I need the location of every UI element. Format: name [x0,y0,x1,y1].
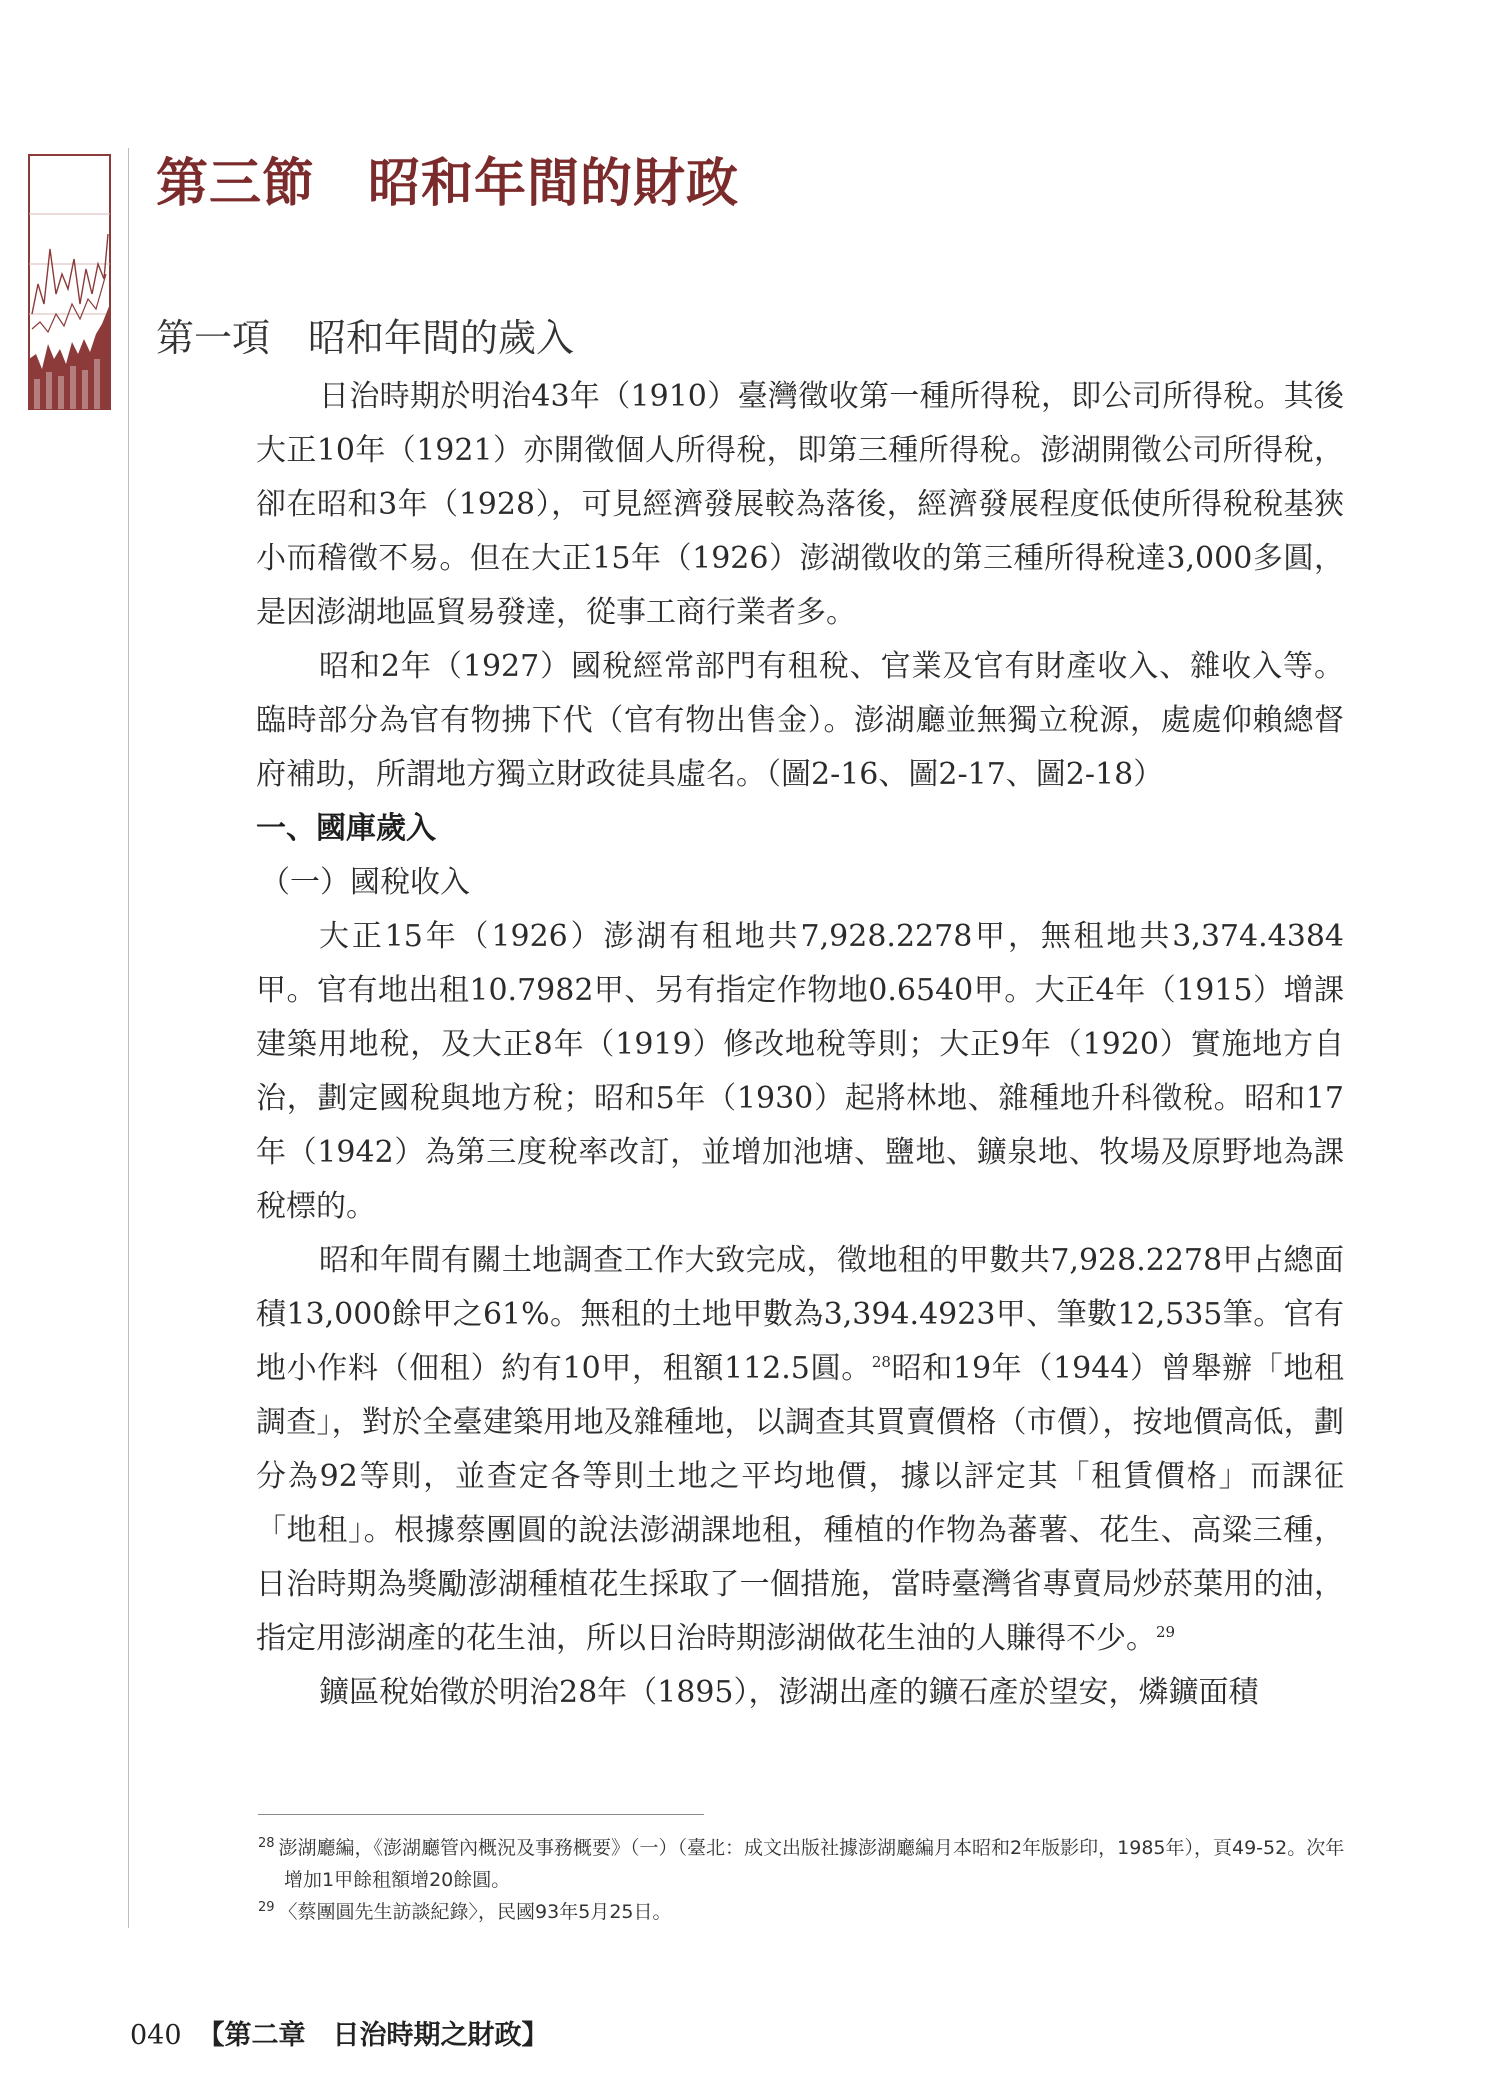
footnote-ref-28: 28 [871,1353,891,1371]
body-text [256,370,1344,1720]
item-title: 第一項 昭和年間的歲入 [156,316,575,360]
paragraph-1: 日治時期於明治43年（1910）臺灣徵收第一種所得稅，即公司所得稅。其後大正10年（1921）亦開徵個人所得稅，即第三種所得稅。澎湖開徵公司所得稅，卻在昭和3年（1928），可見經濟發展較為落後，經濟發展程度低使所得稅稅基狹小而稽徵不易。但在大正15年（1926）澎湖徵收的第三種所得稅達3,000多圓，是因澎湖地區貿易發達，從事工商行業者多。 [256,379,1344,630]
footnote-rule [258,1814,704,1815]
footnote-text: 澎湖廳編，《澎湖廳管內概況及事務概要》（一）（臺北：成文出版社據澎湖廳編月本昭和2年版影印，1985年），頁49-52。次年增加1甲餘租額增20餘圓。 [278,1837,1345,1891]
paragraph-3: 大正15年（1926）澎湖有租地共7,928.2278甲，無租地共3,374.4384甲。官有地出租10.7982甲、另有指定作物地0.6540甲。大正4年（1915）增課建築用地稅，及大正8年（1919）修改地稅等則；大正9年（1920）實施地方自治，劃定國稅與地方稅；昭和5年（1930）起將林地、雜種地升科徵稅。昭和17年（1942）為第三度稅率改訂，並增加池塘、鹽地、鑛泉地、牧場及原野地為課稅標的。 [256,919,1344,1224]
footnote-29 [258,1896,1346,1928]
page-footer [130,2016,549,2056]
footnote-ref-29: 29 [1156,1623,1176,1641]
footnotes [258,1832,1346,1928]
footnote-28 [258,1832,1346,1896]
footnote-number: 28 [258,1835,275,1851]
footnote-text: 〈蔡團圓先生訪談紀錄〉，民國93年5月25日。 [278,1901,672,1923]
section-title: 第三節 昭和年間的財政 [156,153,740,214]
heading-national-treasury-revenue: 一、國庫歲入 [256,811,436,846]
margin-rule [128,148,129,1928]
paragraph-5: 鑛區稅始徵於明治28年（1895），澎湖出產的鑛石產於望安，燐鑛面積 [319,1675,1259,1710]
paragraph-2: 昭和2年（1927）國稅經常部門有租稅、官業及官有財產收入、雜收入等。臨時部分為官有物拂下代（官有物出售金）。澎湖廳並無獨立稅源，處處仰賴總督府補助，所謂地方獨立財政徒具虛名。（圖2-16、圖2-17、圖2-18） [256,649,1344,792]
running-chapter-title: 【第二章 日治時期之財政】 [197,2020,549,2051]
paragraph-4-part-b: 昭和19年（1944）曾舉辦「地租調查」，對於全臺建築用地及雜種地，以調查其買賣價格（市價），按地價高低，劃分為92等則，並查定各等則土地之平均地價，據以評定其「租賃價格」而課征「地租」。根據蔡團圓的說法澎湖課地租，種植的作物為蕃薯、花生、高粱三種，日治時期為獎勵澎湖種植花生採取了一個措施，當時臺灣省專賣局炒菸葉用的油，指定用澎湖產的花生油，所以日治時期澎湖做花生油的人賺得不少。 [256,1351,1344,1656]
paragraph-4-part-a: 昭和年間有關土地調查工作大致完成，徵地租的甲數共7,928.2278甲占總面積13,000餘甲之61%。無租的土地甲數為3,394.4923甲、筆數12,535筆。官有地小作料（佃租）約有10甲，租額112.5圓。 [256,1243,1344,1386]
bar-line-chart-icon [28,154,111,410]
page-number: 040 [130,2020,182,2051]
footnote-number: 29 [258,1899,275,1915]
subheading-national-tax-revenue: （一）國稅收入 [260,865,470,900]
paragraph-4 [256,1234,1344,1666]
